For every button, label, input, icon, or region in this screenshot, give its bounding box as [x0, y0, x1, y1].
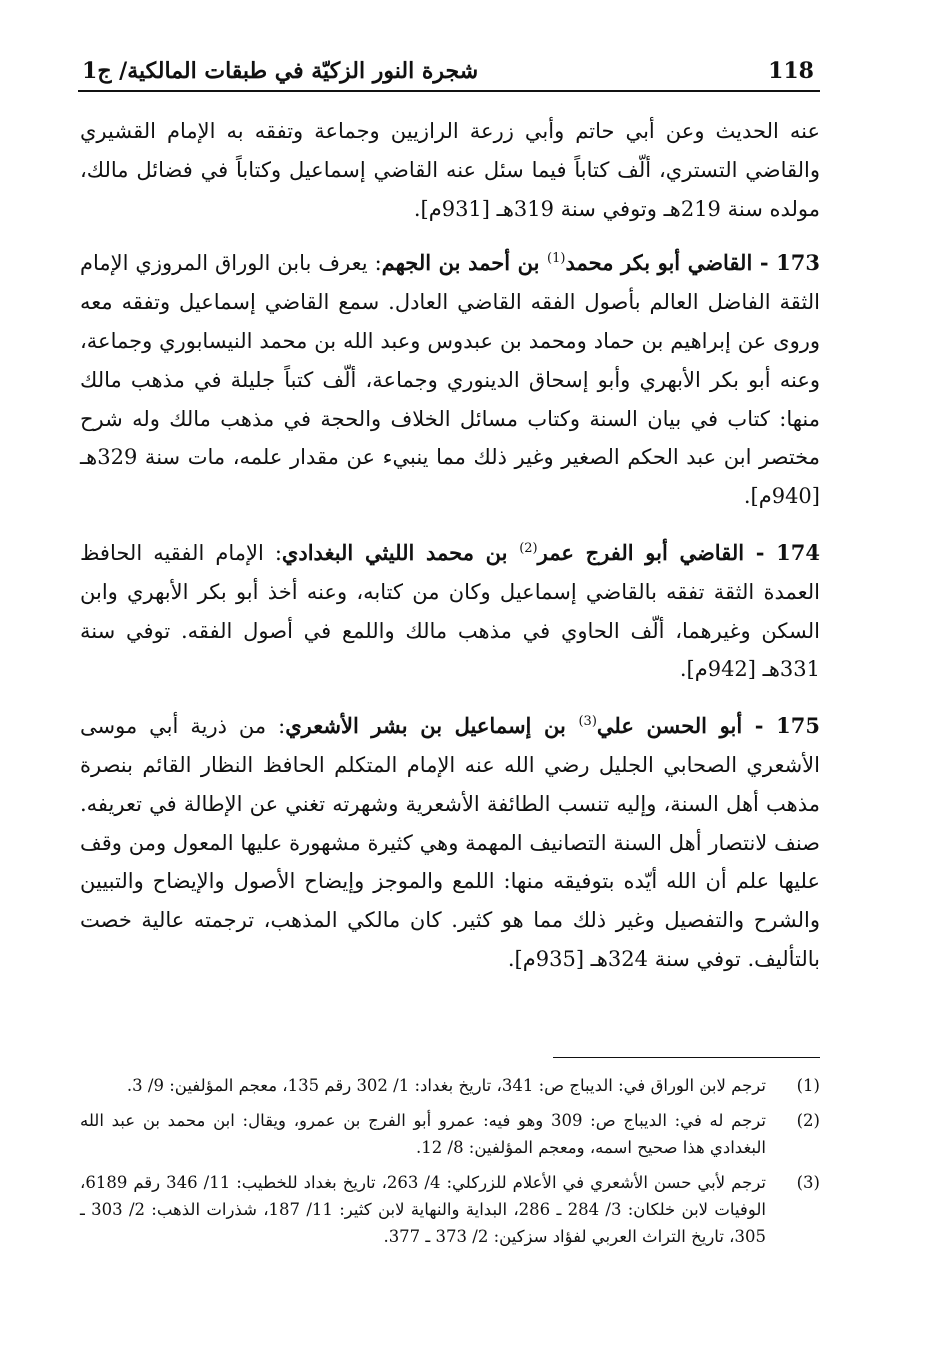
biography-entry-174 [80, 534, 820, 689]
footnote-reference[interactable]: (2) [519, 540, 538, 556]
page-number: 118 [768, 58, 814, 84]
biography-entry-175 [80, 707, 820, 979]
footnote-reference[interactable]: (1) [547, 251, 566, 267]
entry-name-cont: بن محمد الليثي البغدادي [281, 539, 520, 565]
entry-name-cont: بن أحمد بن الجهم [381, 250, 548, 276]
footnote-text: ترجم لأبي حسن الأشعري في الأعلام للزركلي: 4/ 263، تاريخ بغداد للخطيب: 11/ 346 رقم 6189، الوفيات لابن خلكان: 3/ 284 ـ 286، البداية والنهاية لابن كثير: 11/ 187، شذرات الذهب: 2/ 303 ـ 305، تاريخ التراث العربي لفؤاد سزكين: 2/ 373 ـ 377. [80, 1173, 767, 1246]
entry-number: 174 - [755, 539, 820, 565]
entry-name-cont: بن إسماعيل بن بشر الأشعري [285, 713, 579, 739]
running-title: شجرة النور الزكيّة في طبقات المالكية/ ج1 [82, 58, 479, 84]
entry-number: 175 - [754, 713, 820, 739]
footnote-reference[interactable]: (3) [578, 714, 597, 730]
footnote-text: ترجم له في: الديباج ص: 309 وهو فيه: عمرو أبو الفرج بن عمرو، ويقال: ابن محمد بن عبد الله البغدادي هذا صحيح اسمه، ومعجم المؤلفين: 8/ 12. [80, 1111, 766, 1157]
biography-entry-173 [80, 244, 820, 516]
entry-name: أبو الحسن علي [596, 713, 755, 739]
footnotes [80, 1072, 820, 1258]
entry-body: : من ذرية أبي موسى الأشعري الصحابي الجليل رضي الله عنه الإمام المتكلم الحافظ النظار القائم بنصرة مذهب أهل السنة، وإليه تنسب الطائفة الأشعرية وشهرته تغني عن الإطالة في تعريفه. صنف لانتصار أهل السنة التصانيف المهمة وهي كثيرة مشهورة عليها المعول ومن وقف عليها علم أن الله أيّده بتوفيقه منها: اللمع والموجز وإيضاح الأصول والإيضاح والتبيين والشرح والتفصيل وغير ذلك مما هو كثير. كان مالكي المذهب، ترجمته عالية خصت بالتأليف. توفي سنة 324هـ [935م]. [80, 714, 820, 971]
entry-body: : الإمام الفقيه الحافظ العمدة الثقة تفقه بالقاضي إسماعيل وكان من كتابه، وعنه أخذ أبو بكر الأبهري وابن السكن وغيرهما، ألّف الحاوي في مذهب مالك واللمع في أصول الفقه. توفي سنة 331هـ [942م]. [80, 540, 820, 682]
footnote-2 [80, 1107, 820, 1161]
entry-body: : يعرف بابن الوراق المروزي الإمام الثقة الفاضل العالم بأصول الفقه القاضي العادل. سمع القاضي إسماعيل وتفقه معه وروى عن إبراهيم بن حماد ومحمد بن عبدوس وعبد الله بن محمد النيسابوري وجماعة، وعنه أبو بكر الأبهري وأبو إسحاق الدينوري وجماعة، ألّف كتباً جليلة في مذهب مالك منها: كتاب في بيان السنة وكتاب مسائل الخلاف والحجة في مذهب مالك وله شرح مختصر ابن عبد الحكم الصغير وغير ذلك مما ينبيء عن مقدار علمه، مات سنة 329هـ [940م]. [80, 251, 820, 509]
entry-name: القاضي أبو الفرج عمر [537, 539, 756, 565]
footnote-1 [80, 1072, 820, 1099]
entry-number: 173 - [759, 250, 821, 276]
footnote-marker: (2) [796, 1111, 820, 1130]
footnote-text: ترجم لابن الوراق في: الديباج ص: 341، تاريخ بغداد: 1/ 302 رقم 135، معجم المؤلفين: 9/ 3. [126, 1076, 766, 1095]
footnote-divider [553, 1057, 820, 1058]
footnote-marker: (3) [796, 1173, 820, 1192]
footnote-marker: (1) [796, 1076, 820, 1095]
running-header [78, 52, 820, 92]
intro-paragraph: عنه الحديث وعن أبي حاتم وأبي زرعة الرازيين وجماعة وتفقه به الإمام القشيري والقاضي التستري، ألّف كتاباً فيما سئل عنه القاضي إسماعيل وكتاباً في فضائل مالك، مولده سنة 219هـ وتوفي سنة 319هـ [931م]. [80, 119, 820, 221]
footnote-3 [80, 1169, 820, 1250]
main-text [80, 112, 820, 997]
entry-name: القاضي أبو بكر محمد [565, 250, 760, 276]
